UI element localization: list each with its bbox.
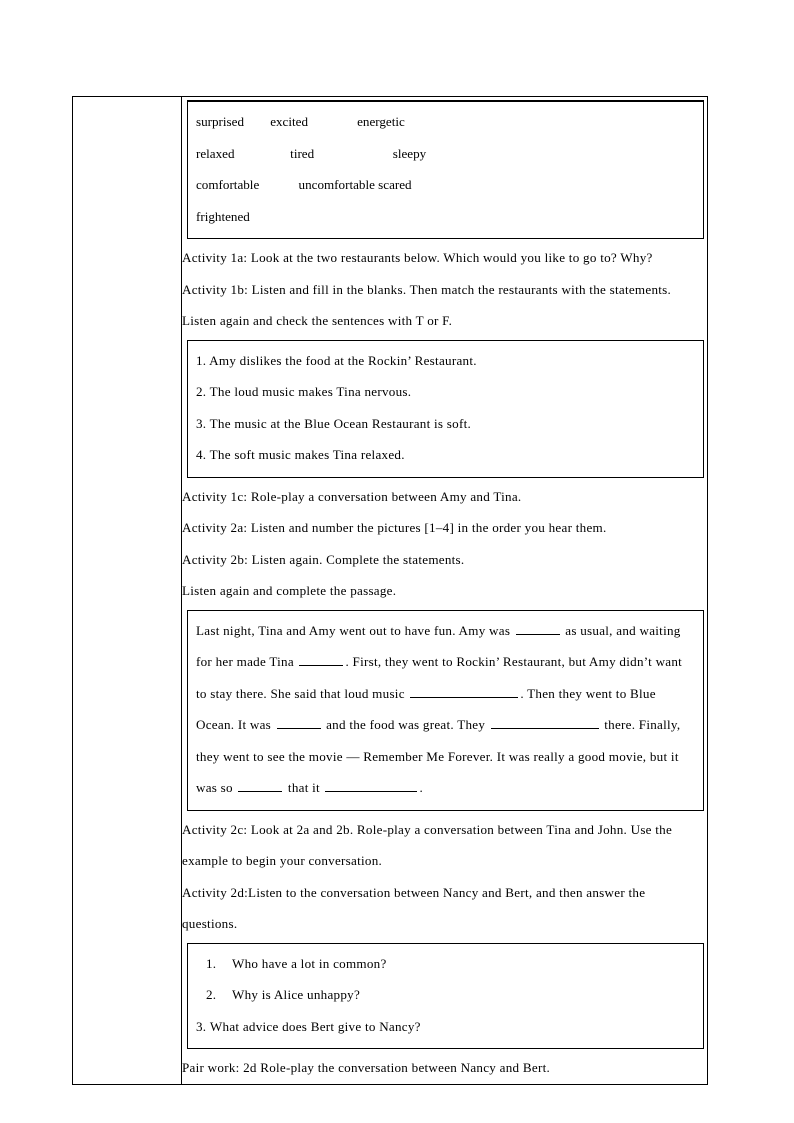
passage-blank[interactable] — [325, 779, 417, 792]
activity-1b-line: Activity 1b: Listen and fill in the blanks. Then match the restaurants with the statements. — [182, 281, 672, 297]
passage-line — [196, 772, 695, 804]
table-row — [73, 97, 708, 1085]
activity-1c-line: Activity 1c: Role-play a conversation between Amy and Tina. — [182, 488, 522, 504]
passage-line — [196, 709, 695, 741]
passage-blank[interactable] — [238, 779, 282, 792]
listen-passage-line: Listen again and complete the passage. — [182, 583, 397, 598]
passage-text: for her made Tina — [196, 654, 298, 669]
question-number: 1. — [206, 955, 217, 971]
questions-box — [187, 943, 704, 1050]
activity-2c-line-cont: example to begin your conversation. — [182, 853, 383, 868]
passage-text: to stay there. She said that loud music — [196, 685, 409, 701]
word-bank-row: comfortable uncomfortable scared — [196, 177, 412, 192]
tf-statement: 1. Amy dislikes the food at the Rockin’ Restaurant. — [196, 352, 477, 368]
question-item — [196, 979, 695, 1011]
activity-1a-line: Activity 1a: Look at the two restaurants below. Which would you like to go to? Why? — [182, 250, 653, 265]
passage-text: . First, they went to Rockin’ Restaurant, but Amy didn’t want — [345, 654, 683, 669]
question-item — [196, 1011, 695, 1043]
tf-statement: 4. The soft music makes Tina relaxed. — [196, 447, 405, 462]
passage-text: . Then they went to Blue — [520, 685, 656, 701]
worksheet-table — [72, 96, 708, 1085]
true-false-box — [187, 340, 704, 478]
passage-text: and the food was great. They — [322, 717, 489, 732]
passage-blank[interactable] — [277, 716, 321, 729]
passage-text: that it — [284, 780, 324, 795]
passage-blank[interactable] — [410, 684, 518, 697]
tf-statement: 3. The music at the Blue Ocean Restaurant is soft. — [196, 415, 472, 431]
pair-work-line: Pair work: 2d Role-play the conversation between Nancy and Bert. — [182, 1060, 551, 1075]
activity-2d-line-cont: questions. — [182, 916, 238, 931]
passage-blank[interactable] — [299, 653, 343, 666]
passage-line: they went to see the movie — Remember Me Forever. It was really a good movie, but it — [196, 748, 679, 764]
passage-blank[interactable] — [491, 716, 599, 729]
passage-text: . — [419, 780, 424, 795]
question-item — [196, 948, 695, 980]
cloze-passage-box — [187, 610, 704, 811]
question-text: What advice does Bert give to Nancy? — [209, 1018, 421, 1034]
passage-line — [196, 678, 695, 710]
question-number: 3. — [196, 1018, 207, 1034]
question-text: Who have a lot in common? — [232, 955, 387, 971]
question-number: 2. — [206, 987, 217, 1002]
passage-text: there. Finally, — [600, 717, 681, 732]
question-text: Why is Alice unhappy? — [232, 987, 361, 1002]
passage-text: Last night, Tina and Amy went out to have fun. Amy was — [196, 622, 514, 638]
passage-text: was so — [196, 780, 237, 795]
passage-line — [196, 646, 695, 678]
word-bank-box — [187, 100, 704, 239]
listen-check-line: Listen again and check the sentences with T or F. — [182, 313, 453, 328]
activity-2b-line: Activity 2b: Listen again. Complete the statements. — [182, 551, 465, 567]
passage-blank[interactable] — [516, 621, 560, 634]
content-column — [182, 97, 708, 1085]
activity-2c-line: Activity 2c: Look at 2a and 2b. Role-play a conversation between Tina and John. Use the — [182, 821, 673, 837]
passage-line — [196, 615, 695, 647]
passage-text: Ocean. It was — [196, 717, 275, 732]
tf-statement: 2. The loud music makes Tina nervous. — [196, 384, 412, 399]
passage-text: as usual, and waiting — [561, 622, 681, 638]
activity-2a-line: Activity 2a: Listen and number the pictures [1–4] in the order you hear them. — [182, 520, 607, 535]
left-notes-column — [73, 97, 182, 1085]
word-bank-row: surprised excited energetic — [196, 114, 405, 129]
word-bank-row: relaxed tired sleepy — [196, 145, 427, 161]
word-bank-row: frightened — [196, 208, 250, 224]
activity-2d-line: Activity 2d:Listen to the conversation between Nancy and Bert, and then answer the — [182, 884, 646, 900]
